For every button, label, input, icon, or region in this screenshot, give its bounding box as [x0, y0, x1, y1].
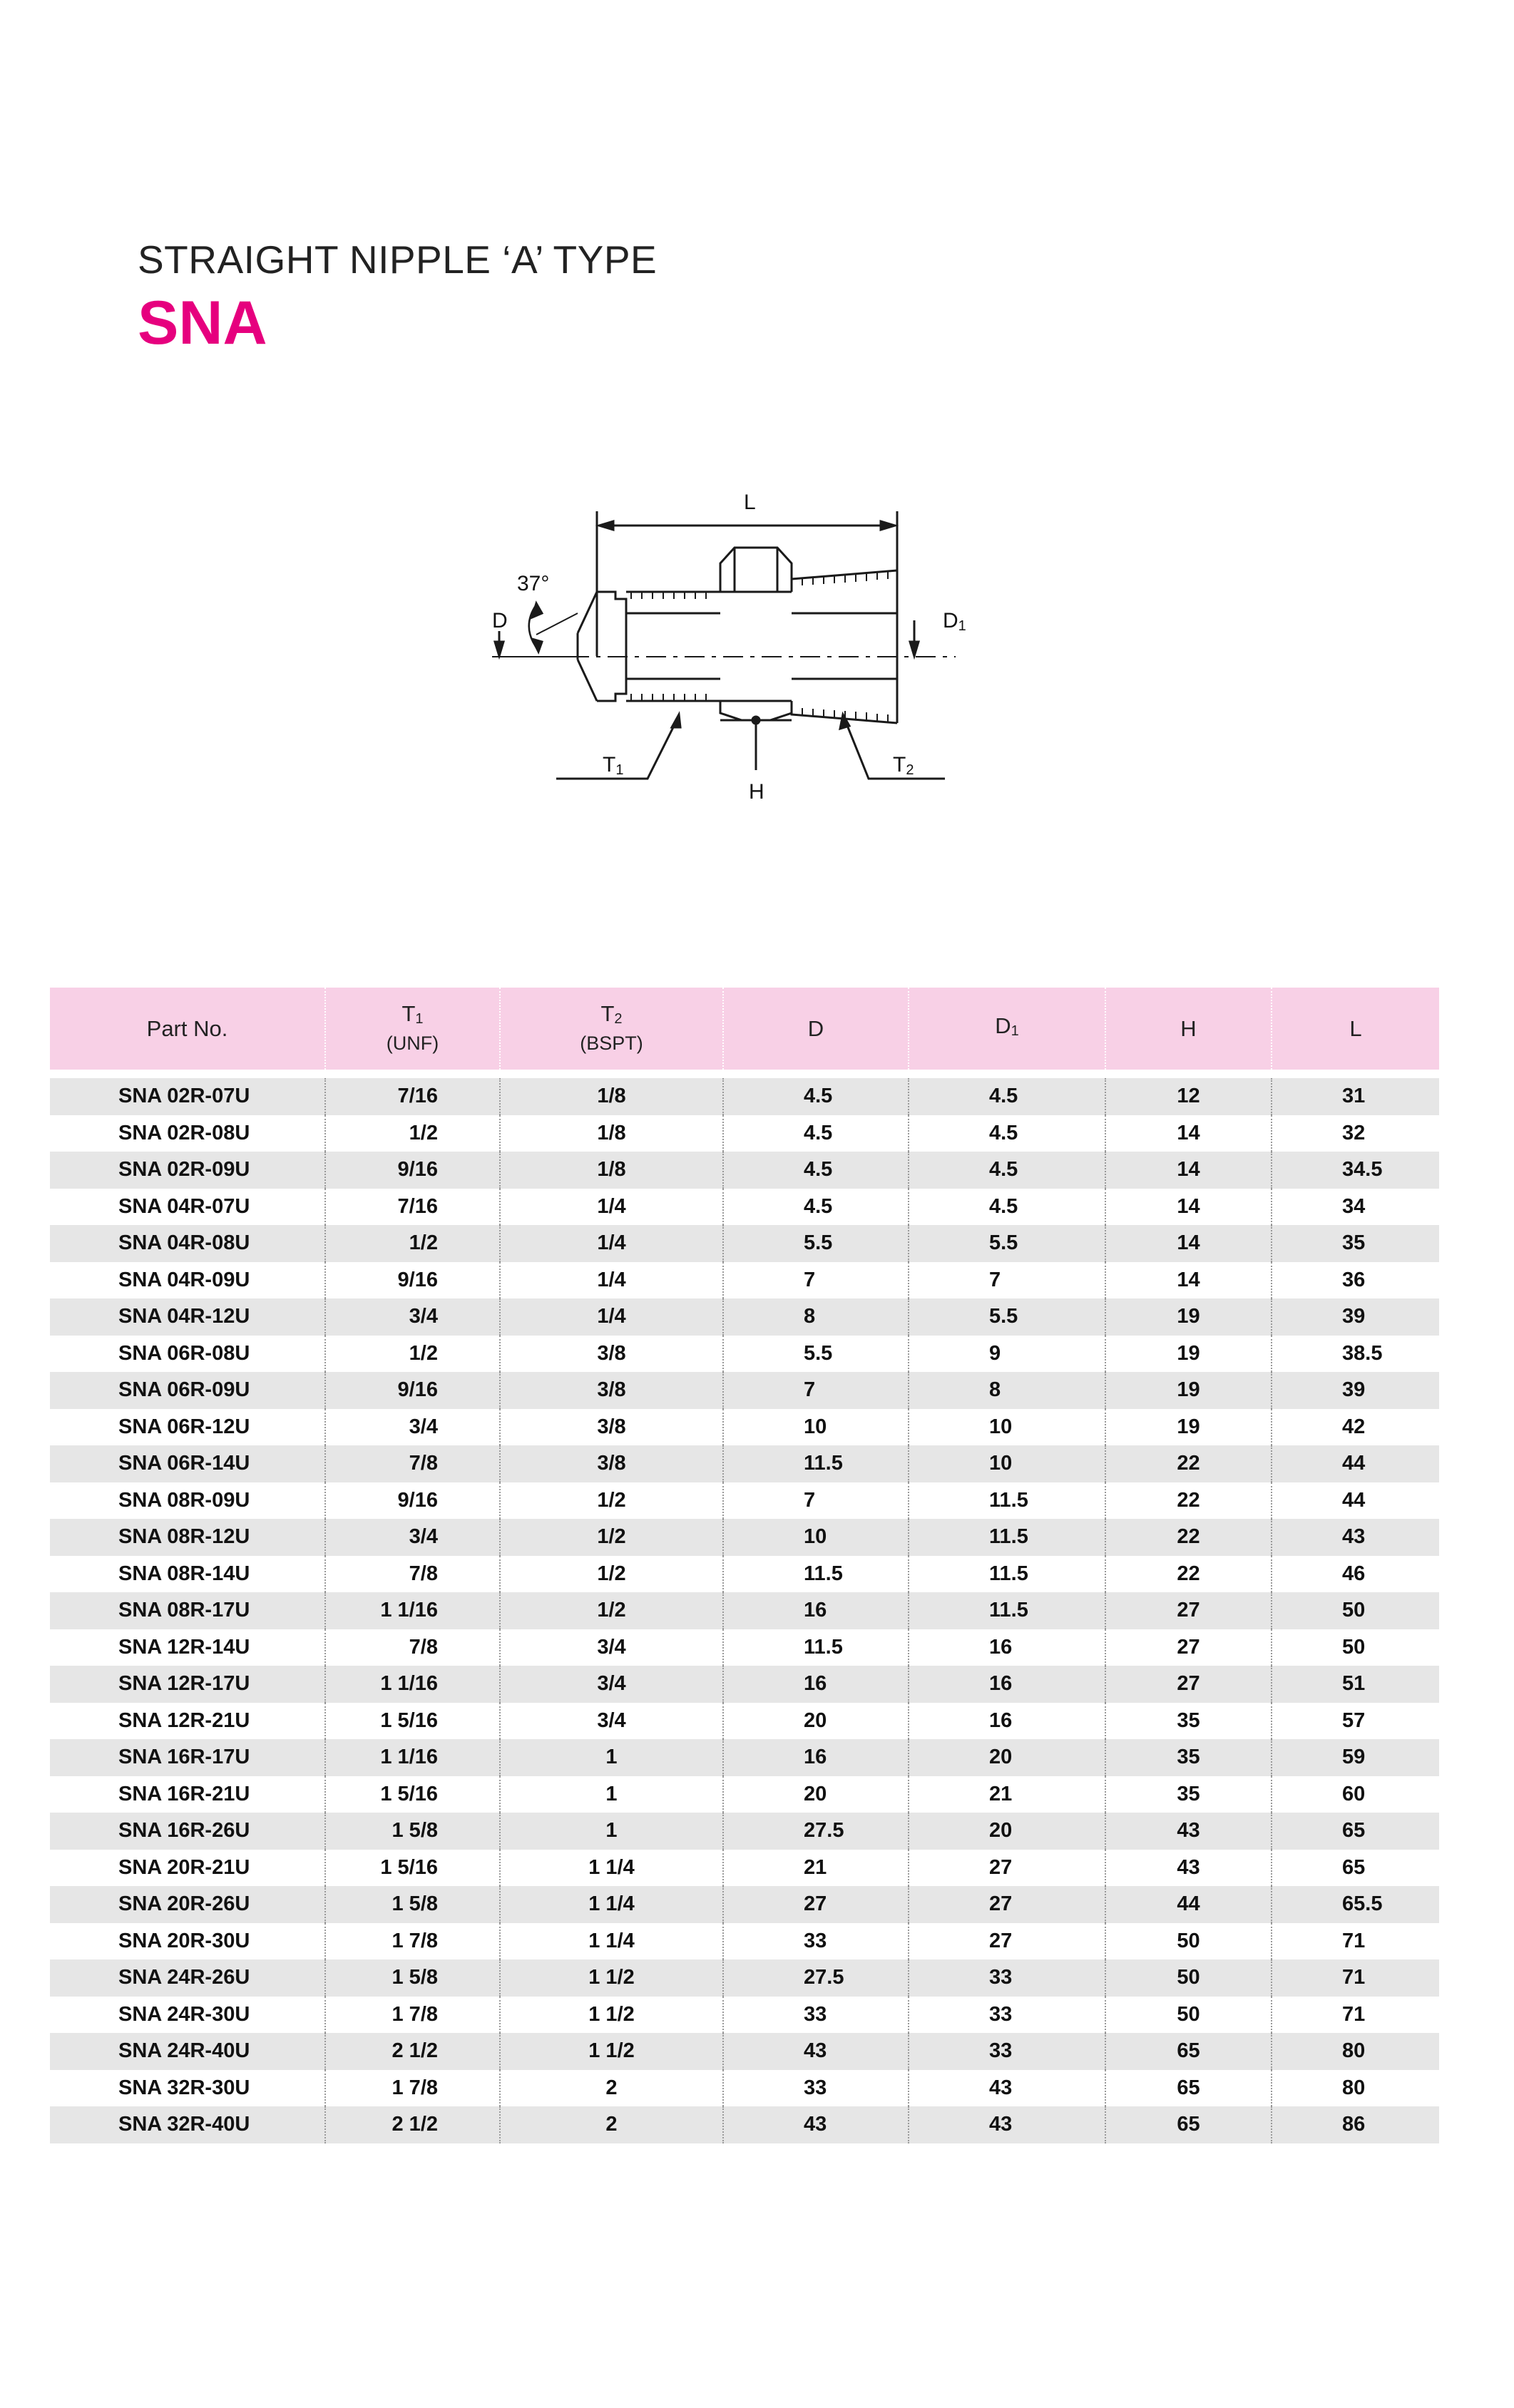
d1-cell: 10 — [909, 1445, 1105, 1482]
d1-cell: 16 — [909, 1629, 1105, 1666]
part-no-cell: SNA 16R-17U — [50, 1739, 325, 1776]
h-cell: 22 — [1105, 1556, 1272, 1593]
t2-cell: 1 1/4 — [500, 1850, 723, 1887]
part-no-cell: SNA 06R-08U — [118, 1341, 250, 1365]
part-no-cell: SNA 06R-12U — [118, 1415, 250, 1438]
t2-cell: 3/4 — [500, 1666, 723, 1703]
h-cell: 50 — [1105, 1997, 1272, 2034]
t1-cell: 3/4 — [325, 1519, 500, 1556]
table-row — [50, 1666, 1439, 1703]
h-cell: 44 — [1105, 1886, 1272, 1923]
t1-cell: 1 7/8 — [325, 2070, 500, 2107]
d-cell: 7 — [723, 1372, 909, 1409]
d1-cell: 20 — [909, 1813, 1105, 1850]
t1-cell: 1 1/16 — [325, 1666, 500, 1703]
d-cell: 8 — [723, 1298, 909, 1336]
table-row — [50, 1445, 1439, 1482]
table-header-row — [50, 988, 1439, 1070]
table-row — [50, 2106, 1439, 2143]
d1-cell: 43 — [909, 2070, 1105, 2107]
l-cell: 57 — [1272, 1703, 1439, 1740]
d-cell: 33 — [723, 1997, 909, 2034]
h-cell: 43 — [1105, 1850, 1272, 1887]
h-cell: 14 — [1105, 1115, 1272, 1152]
l-cell: 65.5 — [1272, 1886, 1439, 1923]
h-cell: 22 — [1105, 1519, 1272, 1556]
d1-cell: 5.5 — [909, 1298, 1105, 1336]
t1-cell: 1 1/16 — [325, 1739, 500, 1776]
part-no-cell: SNA 20R-26U — [50, 1886, 325, 1923]
d-cell: 33 — [723, 2070, 909, 2107]
l-cell: 60 — [1272, 1776, 1439, 1813]
d-cell: 27.5 — [723, 1959, 909, 1997]
d-cell: 11.5 — [723, 1556, 909, 1593]
header-l: L — [1272, 988, 1439, 1070]
d1-cell: 11.5 — [909, 1482, 1105, 1520]
t2-cell: 3/4 — [500, 1703, 723, 1740]
h-cell: 14 — [1105, 1225, 1272, 1262]
d-cell: 43 — [723, 2106, 909, 2143]
d1-cell: 10 — [909, 1409, 1105, 1446]
d-cell: 27 — [723, 1886, 909, 1923]
t2-cell: 1/8 — [500, 1115, 723, 1152]
h-cell: 35 — [1105, 1703, 1272, 1740]
h-cell: 19 — [1105, 1409, 1272, 1446]
h-cell: 50 — [1105, 1923, 1272, 1960]
d1-cell: 11.5 — [909, 1556, 1105, 1593]
table-row — [50, 1923, 1439, 1960]
t2-cell: 1/2 — [500, 1556, 723, 1593]
t1-cell: 7/16 — [325, 1078, 500, 1115]
t1-cell: 3/4 — [325, 1298, 500, 1336]
h-cell: 19 — [1105, 1298, 1272, 1336]
t1-cell: 9/16 — [325, 1152, 500, 1189]
t2-cell: 1/4 — [500, 1225, 723, 1262]
l-cell: 36 — [1272, 1262, 1439, 1299]
h-cell: 12 — [1105, 1078, 1272, 1115]
table-row — [50, 1189, 1439, 1226]
d-cell: 5.5 — [723, 1225, 909, 1262]
d1-cell: 4.5 — [909, 1078, 1105, 1115]
l-cell: 59 — [1272, 1739, 1439, 1776]
l-cell: 32 — [1272, 1115, 1439, 1152]
part-no-cell: SNA 32R-40U — [50, 2106, 325, 2143]
l-cell: 86 — [1272, 2106, 1439, 2143]
t2-cell: 1 — [500, 1813, 723, 1850]
l-cell: 50 — [1272, 1592, 1439, 1629]
d-cell: 20 — [723, 1703, 909, 1740]
part-no-cell: SNA 16R-21U — [118, 1782, 250, 1805]
t2-cell: 1/2 — [500, 1592, 723, 1629]
header-part-no: Part No. — [50, 988, 325, 1070]
table-row — [50, 1703, 1439, 1740]
t1-cell: 1 5/16 — [325, 1850, 500, 1887]
d-cell: 4.5 — [723, 1152, 909, 1189]
table-row — [50, 1152, 1439, 1189]
h-cell: 14 — [1105, 1262, 1272, 1299]
part-no-cell: SNA 04R-08U — [50, 1225, 325, 1262]
l-cell: 31 — [1272, 1078, 1439, 1115]
d-cell: 11.5 — [723, 1445, 909, 1482]
d-cell: 4.5 — [723, 1078, 909, 1115]
l-cell: 65 — [1272, 1813, 1439, 1850]
d-cell: 21 — [723, 1850, 909, 1887]
table-row — [50, 1482, 1439, 1520]
part-no-cell: SNA 32R-30U — [118, 2076, 250, 2099]
h-cell: 14 — [1105, 1189, 1272, 1226]
d1-cell: 11.5 — [909, 1592, 1105, 1629]
d-cell: 7 — [723, 1482, 909, 1520]
header-h: H — [1105, 988, 1272, 1070]
t2-cell: 1/4 — [500, 1298, 723, 1336]
d1-cell: 16 — [909, 1666, 1105, 1703]
table-row — [50, 1629, 1439, 1666]
part-no-cell: SNA 16R-26U — [50, 1813, 325, 1850]
d-cell: 10 — [723, 1409, 909, 1446]
h-cell: 27 — [1105, 1592, 1272, 1629]
table-row — [50, 1886, 1439, 1923]
table-row — [50, 1225, 1439, 1262]
t1-cell: 1 5/8 — [325, 1886, 500, 1923]
h-cell: 19 — [1105, 1372, 1272, 1409]
t2-cell: 1 1/4 — [500, 1886, 723, 1923]
t1-cell: 1 5/8 — [325, 1813, 500, 1850]
fitting-diagram — [471, 485, 984, 813]
d-cell: 5.5 — [723, 1336, 909, 1373]
l-cell: 80 — [1272, 2070, 1439, 2107]
t2-cell: 2 — [500, 2070, 723, 2107]
l-cell: 80 — [1272, 2033, 1439, 2070]
l-cell: 46 — [1272, 1556, 1439, 1593]
t2-cell: 1/2 — [500, 1482, 723, 1520]
d1-cell: 7 — [909, 1262, 1105, 1299]
t1-cell: 7/8 — [325, 1629, 500, 1666]
h-cell: 14 — [1105, 1152, 1272, 1189]
h-cell: 27 — [1105, 1629, 1272, 1666]
t2-cell: 1/4 — [500, 1262, 723, 1299]
d1-cell: 20 — [909, 1739, 1105, 1776]
h-label: H — [749, 780, 764, 804]
l-cell: 71 — [1272, 1959, 1439, 1997]
d-cell: 33 — [723, 1923, 909, 1960]
d1-label: D1 — [943, 609, 966, 634]
l-cell: 39 — [1272, 1372, 1439, 1409]
table-row — [50, 1776, 1439, 1813]
t2-cell: 1 1/2 — [500, 2033, 723, 2070]
t2-cell: 3/4 — [500, 1629, 723, 1666]
table-row — [50, 1519, 1439, 1556]
d1-cell: 21 — [909, 1776, 1105, 1813]
h-cell: 65 — [1105, 2033, 1272, 2070]
h-cell: 27 — [1105, 1666, 1272, 1703]
part-no-cell: SNA 06R-09U — [50, 1372, 325, 1409]
t2-cell: 1 1/4 — [500, 1923, 723, 1960]
part-no-cell: SNA 02R-07U — [50, 1078, 325, 1115]
l-cell: 34 — [1272, 1189, 1439, 1226]
table-row — [50, 2033, 1439, 2070]
part-no-cell: SNA 20R-21U — [118, 1855, 250, 1879]
d1-cell: 4.5 — [909, 1152, 1105, 1189]
t2-label: T2 — [893, 753, 914, 778]
product-name: STRAIGHT NIPPLE ‘A’ TYPE — [138, 237, 658, 282]
table-row — [50, 1078, 1439, 1115]
l-cell: 65 — [1272, 1850, 1439, 1887]
t1-cell: 9/16 — [325, 1372, 500, 1409]
table-row — [50, 1556, 1439, 1593]
header-t1: T1 (UNF) — [325, 988, 500, 1070]
table-row — [50, 1739, 1439, 1776]
d1-cell: 5.5 — [909, 1225, 1105, 1262]
h-cell: 19 — [1105, 1336, 1272, 1373]
d-cell: 4.5 — [723, 1189, 909, 1226]
part-no-cell: SNA 12R-14U — [118, 1635, 250, 1659]
t1-cell: 1 7/8 — [325, 1997, 500, 2034]
t1-cell: 3/4 — [325, 1409, 500, 1446]
d1-cell: 43 — [909, 2106, 1105, 2143]
h-cell: 22 — [1105, 1445, 1272, 1482]
part-no-cell: SNA 04R-12U — [50, 1298, 325, 1336]
part-no-cell: SNA 08R-17U — [50, 1592, 325, 1629]
header-t2: T2 (BSPT) — [500, 988, 723, 1070]
part-no-cell: SNA 24R-40U — [50, 2033, 325, 2070]
d-cell: 27.5 — [723, 1813, 909, 1850]
t2-cell: 1/8 — [500, 1078, 723, 1115]
d-cell: 16 — [723, 1739, 909, 1776]
t1-cell: 1/2 — [325, 1336, 500, 1373]
t1-cell: 1 1/16 — [325, 1592, 500, 1629]
t2-cell: 1 — [500, 1739, 723, 1776]
t2-cell: 3/8 — [500, 1409, 723, 1446]
t1-cell: 1 5/8 — [325, 1959, 500, 1997]
d1-cell: 4.5 — [909, 1189, 1105, 1226]
t1-cell: 2 1/2 — [325, 2106, 500, 2143]
t2-cell: 1 1/2 — [500, 1959, 723, 1997]
t2-cell: 1/4 — [500, 1189, 723, 1226]
h-cell: 65 — [1105, 2070, 1272, 2107]
d1-cell: 27 — [909, 1923, 1105, 1960]
angle-label: 37° — [517, 572, 550, 595]
part-no-cell: SNA 02R-09U — [50, 1152, 325, 1189]
h-cell: 65 — [1105, 2106, 1272, 2143]
t1-cell: 7/16 — [325, 1189, 500, 1226]
d-cell: 16 — [723, 1666, 909, 1703]
l-cell: 34.5 — [1272, 1152, 1439, 1189]
d1-cell: 27 — [909, 1886, 1105, 1923]
l-cell: 43 — [1272, 1519, 1439, 1556]
t1-cell: 2 1/2 — [325, 2033, 500, 2070]
t2-cell: 1/2 — [500, 1519, 723, 1556]
table-row — [50, 1813, 1439, 1850]
l-cell: 51 — [1272, 1666, 1439, 1703]
d-label: D — [492, 609, 508, 632]
l-cell: 38.5 — [1272, 1336, 1439, 1373]
t1-cell: 1/2 — [325, 1225, 500, 1262]
l-cell: 50 — [1272, 1629, 1439, 1666]
t2-cell: 3/8 — [500, 1445, 723, 1482]
d1-cell: 16 — [909, 1703, 1105, 1740]
l-cell: 44 — [1272, 1445, 1439, 1482]
d-cell: 43 — [723, 2033, 909, 2070]
part-no-cell: SNA 08R-12U — [50, 1519, 325, 1556]
table-row — [50, 1298, 1439, 1336]
d-cell: 7 — [723, 1262, 909, 1299]
t1-cell: 9/16 — [325, 1262, 500, 1299]
table-row — [50, 1959, 1439, 1997]
header-d: D — [723, 988, 909, 1070]
table-row — [50, 1336, 1439, 1373]
t2-cell: 2 — [500, 2106, 723, 2143]
l-cell: 42 — [1272, 1409, 1439, 1446]
table-row — [50, 1409, 1439, 1446]
h-cell: 43 — [1105, 1813, 1272, 1850]
part-no-cell: SNA 12R-17U — [50, 1666, 325, 1703]
l-cell: 35 — [1272, 1225, 1439, 1262]
table-row — [50, 1592, 1439, 1629]
part-no-cell: SNA 12R-21U — [118, 1708, 250, 1732]
d1-cell: 11.5 — [909, 1519, 1105, 1556]
d1-cell: 33 — [909, 1959, 1105, 1997]
h-cell: 35 — [1105, 1739, 1272, 1776]
d-cell: 4.5 — [723, 1115, 909, 1152]
part-no-cell: SNA 24R-26U — [50, 1959, 325, 1997]
t2-cell: 3/8 — [500, 1372, 723, 1409]
t1-cell: 1 5/16 — [325, 1703, 500, 1740]
d1-cell: 8 — [909, 1372, 1105, 1409]
h-cell: 22 — [1105, 1482, 1272, 1520]
part-no-cell: SNA 20R-30U — [118, 1929, 250, 1952]
t2-cell: 1/8 — [500, 1152, 723, 1189]
d-cell: 16 — [723, 1592, 909, 1629]
h-cell: 50 — [1105, 1959, 1272, 1997]
t2-cell: 1 — [500, 1776, 723, 1813]
part-no-cell: SNA 04R-07U — [118, 1194, 250, 1218]
t1-cell: 1 7/8 — [325, 1923, 500, 1960]
t1-label: T1 — [603, 753, 624, 778]
t1-cell: 1/2 — [325, 1115, 500, 1152]
t1-cell: 9/16 — [325, 1482, 500, 1520]
l-cell: 71 — [1272, 1923, 1439, 1960]
length-label: L — [744, 491, 756, 514]
l-cell: 44 — [1272, 1482, 1439, 1520]
table-row — [50, 2070, 1439, 2107]
part-no-cell: SNA 08R-09U — [118, 1488, 250, 1512]
part-no-cell: SNA 08R-14U — [118, 1562, 250, 1585]
d1-cell: 4.5 — [909, 1115, 1105, 1152]
part-no-cell: SNA 02R-08U — [118, 1121, 250, 1144]
table-row — [50, 1372, 1439, 1409]
header-d1: D1 — [909, 988, 1105, 1070]
product-code: SNA — [138, 289, 267, 357]
part-no-cell: SNA 06R-14U — [50, 1445, 325, 1482]
d-cell: 20 — [723, 1776, 909, 1813]
d1-cell: 9 — [909, 1336, 1105, 1373]
l-cell: 71 — [1272, 1997, 1439, 2034]
table-row — [50, 1850, 1439, 1887]
table-row — [50, 1262, 1439, 1299]
t1-cell: 7/8 — [325, 1445, 500, 1482]
t1-cell: 7/8 — [325, 1556, 500, 1593]
part-no-cell: SNA 24R-30U — [118, 2002, 250, 2026]
t1-cell: 1 5/16 — [325, 1776, 500, 1813]
l-cell: 39 — [1272, 1298, 1439, 1336]
part-no-cell: SNA 04R-09U — [118, 1268, 250, 1291]
t2-cell: 3/8 — [500, 1336, 723, 1373]
d-cell: 11.5 — [723, 1629, 909, 1666]
d1-cell: 27 — [909, 1850, 1105, 1887]
t2-cell: 1 1/2 — [500, 1997, 723, 2034]
d-cell: 10 — [723, 1519, 909, 1556]
table-row — [50, 1115, 1439, 1152]
d1-cell: 33 — [909, 2033, 1105, 2070]
dimensions-table — [50, 988, 1439, 2143]
d1-cell: 33 — [909, 1997, 1105, 2034]
h-cell: 35 — [1105, 1776, 1272, 1813]
table-row — [50, 1997, 1439, 2034]
